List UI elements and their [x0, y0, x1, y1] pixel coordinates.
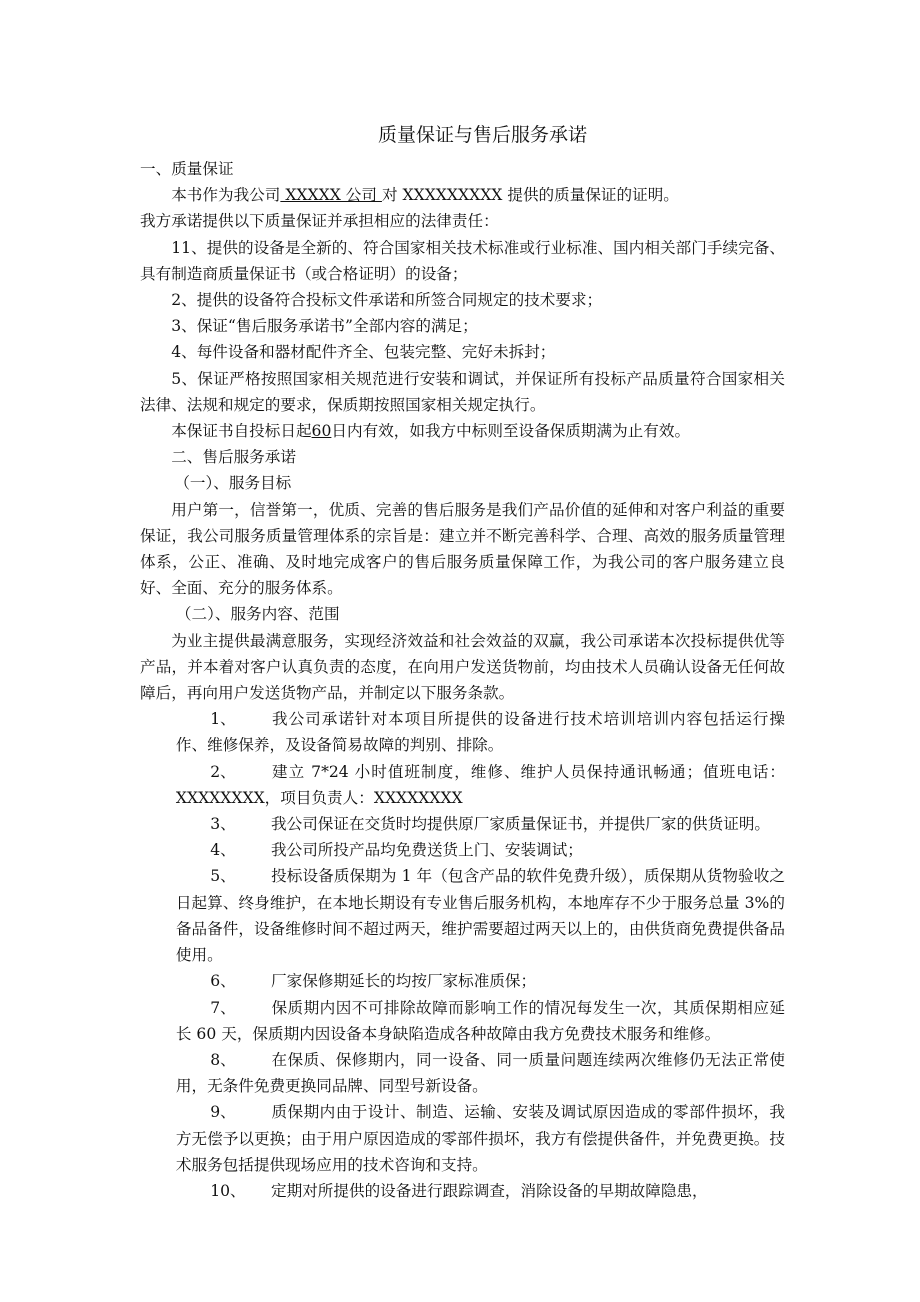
- term-number: 2、: [210, 762, 236, 781]
- term-number: 9、: [210, 1103, 236, 1122]
- validity-text-a: 本保证书自投标日起: [171, 422, 312, 441]
- intro-text-b: 对 XXXXXXXXX 提供的质量保证的证明。: [381, 186, 679, 205]
- term-text: 厂家保修期延长的均按厂家标准质保；: [271, 972, 537, 991]
- term-number: 7、: [210, 998, 236, 1017]
- term-text: 建立 7*24 小时值班制度，维修、维护人员保持通讯畅通；值班电话：XXXXXXXX，项目负责人：XXXXXXXX: [175, 762, 785, 807]
- service-term-4: [140, 837, 785, 863]
- term-number: 4、: [210, 841, 236, 860]
- validity-text-b: 日内有效，如我方中标则至设备保质期满为止有效。: [331, 422, 691, 441]
- document-page: [140, 118, 785, 1204]
- term-number: 6、: [210, 972, 236, 991]
- service-scope-paragraph: 为业主提供最满意服务，实现经济效益和社会效益的双赢，我公司承诺本次投标提供优等产品，并本着对客户认真负责的态度，在向用户发送货物前，均由技术人员确认设备无任何故障后，再向用户发送货物产品，并制定以下服务条款。: [140, 631, 785, 703]
- quality-item-5: 5、保证严格按照国家相关规范进行安装和调试，并保证所有投标产品质量符合国家相关法律、法规和规定的要求，保质期按照国家相关规定执行。: [140, 369, 785, 414]
- section-1-heading: 一、质量保证: [140, 160, 234, 178]
- service-term-10: [140, 1178, 785, 1204]
- validity-paragraph: [140, 418, 785, 444]
- term-text: 投标设备质保期为 1 年（包含产品的软件免费升级），质保期从货物验收之日起算、终身维护，在本地长期设有专业售后服务机构，本地库存不少于服务总量 3%的备品备件，设备维修时间不超过两天，维护需要超过两天以上的，由供货商免费提供备品使用。: [175, 867, 785, 965]
- service-term-7: [140, 995, 785, 1047]
- quality-item-1: 11、提供的设备是全新的、符合国家相关技术标准或行业标准、国内相关部门手续完备、具有制造商质量保证书（或合格证明）的设备；: [140, 238, 785, 283]
- company-name-blank: XXXXX 公司: [280, 186, 382, 205]
- service-term-5: [140, 863, 785, 968]
- quality-item-2: 2、提供的设备符合投标文件承诺和所签合同规定的技术要求；: [171, 291, 603, 310]
- subsection-scope-heading: （二）、服务内容、范围: [175, 605, 340, 624]
- subsection-goal-heading: （一）、服务目标: [174, 474, 292, 493]
- validity-days: 60: [311, 422, 332, 441]
- term-number: 10、: [210, 1181, 246, 1200]
- quality-item-4: 4、每件设备和器材配件齐全、包装完整、完好未拆封；: [171, 343, 556, 362]
- service-term-6: [140, 968, 785, 994]
- term-text: 保质期内因不可排除故障而影响工作的情况每发生一次，其质保期相应延长 60 天，保质期内因设备本身缺陷造成各种故障由我方免费技术服务和维修。: [175, 998, 785, 1043]
- term-text: 我公司承诺针对本项目所提供的设备进行技术培训培训内容包括运行操作、维修保养，及设备简易故障的判别、排除。: [175, 710, 785, 755]
- term-text: 在保质、保修期内，同一设备、同一质量问题连续两次维修仍无法正常使用，无条件免费更换同品牌、同型号新设备。: [175, 1050, 785, 1096]
- term-number: 3、: [210, 815, 236, 834]
- term-text: 定期对所提供的设备进行跟踪调查，消除设备的早期故障隐患，: [271, 1181, 708, 1200]
- service-term-8: [140, 1047, 785, 1099]
- intro-text-a: 本书作为我公司: [171, 186, 281, 205]
- service-term-1: [140, 706, 785, 758]
- intro-paragraph: [140, 182, 785, 208]
- service-term-3: [140, 811, 785, 837]
- term-number: 1、: [210, 710, 236, 729]
- commitment-line: 我方承诺提供以下质量保证并承担相应的法律责任：: [140, 212, 499, 231]
- section-2-heading: 二、售后服务承诺: [171, 448, 296, 467]
- term-number: 8、: [210, 1050, 236, 1069]
- quality-item-3: 3、保证“售后服务承诺书”全部内容的满足；: [171, 317, 478, 336]
- document-title: 质量保证与售后服务承诺: [377, 124, 587, 146]
- service-term-2: [140, 759, 785, 811]
- term-text: 我公司保证在交货时均提供原厂家质量保证书，并提供厂家的供货证明。: [271, 815, 771, 834]
- term-text: 质保期内由于设计、制造、运输、安装及调试原因造成的零部件损坏，我方无偿予以更换；由于用户原因造成的零部件损坏，我方有偿提供备件，并免费更换。技术服务包括提供现场应用的技术咨询和支持。: [175, 1103, 785, 1174]
- service-goal-paragraph: 用户第一，信誉第一，优质、完善的售后服务是我们产品价值的延伸和对客户利益的重要保证，我公司服务质量管理体系的宗旨是：建立并不断完善科学、合理、高效的服务质量管理体系，公正、准确、及时地完成客户的售后服务质量保障工作，为我公司的客户服务建立良好、全面、充分的服务体系。: [140, 500, 785, 598]
- term-number: 5、: [210, 867, 236, 886]
- service-term-9: [140, 1099, 785, 1178]
- term-text: 我公司所投产品均免费送货上门、安装调试；: [271, 841, 583, 860]
